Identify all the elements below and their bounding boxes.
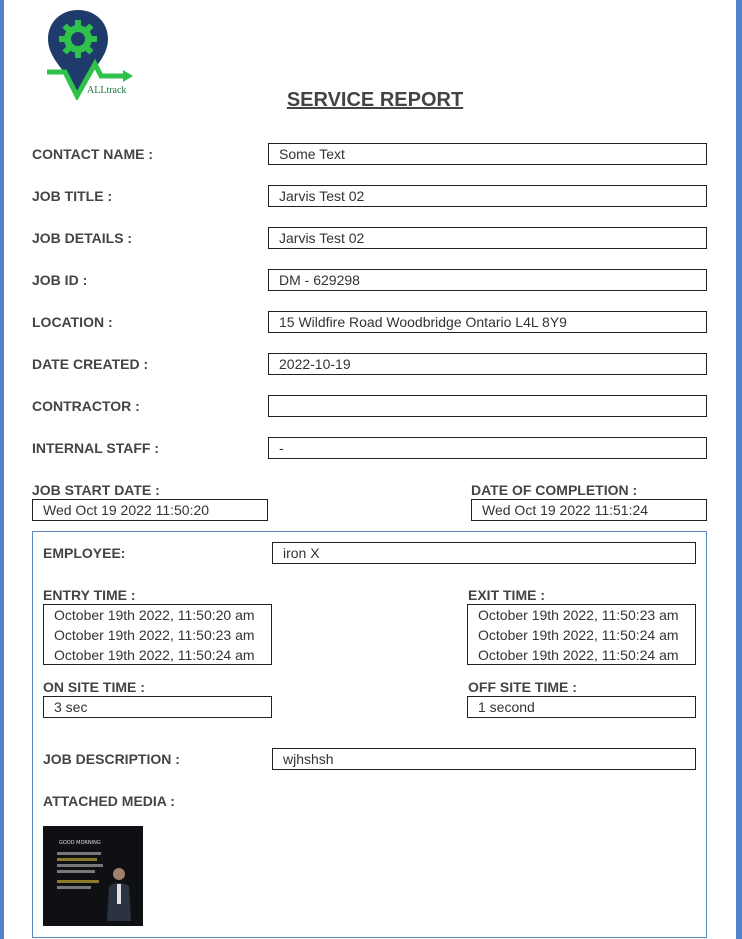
entry-time-label: ENTRY TIME : <box>43 587 136 603</box>
employee-field: iron X <box>272 542 696 564</box>
job-start-date-field: Wed Oct 19 2022 11:50:20 <box>32 499 268 521</box>
media-preview-image <box>43 826 143 926</box>
date-created-field: 2022-10-19 <box>268 353 707 375</box>
page-left-border <box>0 0 4 939</box>
job-id-field: DM - 629298 <box>268 269 707 291</box>
date-of-completion-label: DATE OF COMPLETION : <box>471 482 638 498</box>
exit-time-item: October 19th 2022, 11:50:24 am <box>478 627 679 643</box>
contact-name-label: CONTACT NAME : <box>32 146 154 162</box>
job-description-label: JOB DESCRIPTION : <box>43 751 180 767</box>
job-details-field: Jarvis Test 02 <box>268 227 707 249</box>
job-title-field: Jarvis Test 02 <box>268 185 707 207</box>
job-details-label: JOB DETAILS : <box>32 230 133 246</box>
entry-time-item: October 19th 2022, 11:50:20 am <box>54 607 255 623</box>
off-site-time-label: OFF SITE TIME : <box>468 679 577 695</box>
internal-staff-label: INTERNAL STAFF : <box>32 440 160 456</box>
on-site-time-field: 3 sec <box>43 696 272 718</box>
page-title: SERVICE REPORT <box>286 89 464 111</box>
media-caption: GOOD MORNING <box>59 840 101 846</box>
entry-time-item: October 19th 2022, 11:50:23 am <box>54 627 255 643</box>
entry-time-list <box>43 604 272 665</box>
exit-time-item: October 19th 2022, 11:50:24 am <box>478 647 679 663</box>
location-label: LOCATION : <box>32 314 113 330</box>
exit-time-label: EXIT TIME : <box>468 587 545 603</box>
contractor-label: CONTRACTOR : <box>32 398 140 414</box>
entry-time-item: October 19th 2022, 11:50:24 am <box>54 647 255 663</box>
location-field: 15 Wildfire Road Woodbridge Ontario L4L 8Y9 <box>268 311 707 333</box>
gear-icon <box>59 20 97 58</box>
attached-media-thumbnail[interactable] <box>43 826 143 926</box>
on-site-time-label: ON SITE TIME : <box>43 679 145 695</box>
job-start-date-label: JOB START DATE : <box>32 482 160 498</box>
date-of-completion-field: Wed Oct 19 2022 11:51:24 <box>471 499 707 521</box>
job-id-label: JOB ID : <box>32 272 88 288</box>
internal-staff-field: - <box>268 437 707 459</box>
exit-time-item: October 19th 2022, 11:50:23 am <box>478 607 679 623</box>
attached-media-label: ATTACHED MEDIA : <box>43 793 175 809</box>
off-site-time-field: 1 second <box>467 696 696 718</box>
contractor-field <box>268 395 707 417</box>
contact-name-field: Some Text <box>268 143 707 165</box>
page-right-border <box>736 0 742 939</box>
exit-time-list <box>467 604 696 665</box>
job-title-label: JOB TITLE : <box>32 188 113 204</box>
job-description-field: wjhshsh <box>272 748 696 770</box>
date-created-label: DATE CREATED : <box>32 356 149 372</box>
logo-text: ALLtrack <box>87 85 127 96</box>
employee-label: EMPLOYEE: <box>43 545 126 561</box>
